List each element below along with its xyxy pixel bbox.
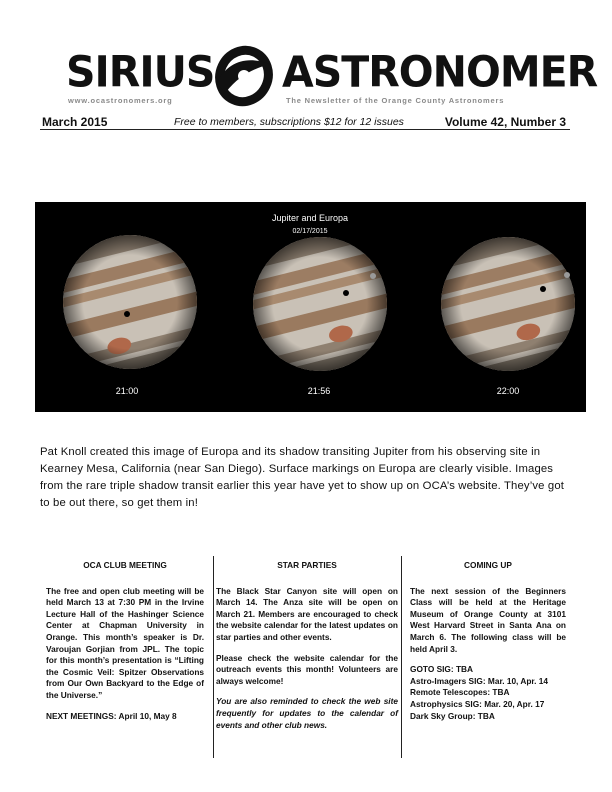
club-meeting-body: The free and open club meeting will be held March 13 at 7:30 PM in the Irvine Lecture Hall of the Hashinger Science Center at Chapman University in Orange. This month’s speaker is Dr. Varoujan Gorjian from JPL. The topic for this month’s presentation is “Lifting the Cosmic Veil: Spitzer Observations from Our Own Backyard to the Edge of the Universe.” [46,585,204,700]
photo-caption: Pat Knoll created this image of Europa and its shadow transiting Jupiter from his observing site in Kearney Mesa, California (near San Diego). Surface markings on Europa are clearly visible. Images from the rare triple shadow transit earlier this year have yet to show up on OCA’s website. They’ve got to be out there, so get them in! [40,446,565,509]
sig-item: Astrophysics SIG: Mar. 20, Apr. 17 [410,698,545,709]
masthead-website: www.ocastronomers.org [68,96,173,105]
issue-rule [40,129,570,130]
sig-item: Remote Telescopes: TBA [410,687,510,698]
issue-price: Free to members, subscriptions $12 for 12 issues [174,116,404,128]
column-divider [213,556,214,758]
jupiter-europa-photo [35,202,586,412]
coming-up-body: The next session of the Beginners Class will be held at the Heritage Museum of Orange County at 3101 West Harvard Street in Santa Ana on March 6. The following class will be held April 3. [410,585,566,654]
jupiter-planet-3 [418,218,586,395]
star-parties-body-3: You are also reminded to check the web site frequently for updates to the calendar of events and other club news. [216,696,398,730]
masthead-tagline: The Newsletter of the Orange County Astronomers [286,96,505,105]
star-parties-body-1: The Black Star Canyon site will open on March 14. The Anza site will be open on March 21. Members are encouraged to check the website calendar for the latest updates on star parties and other events. [216,585,398,642]
sig-item: Dark Sky Group: TBA [410,710,495,721]
photo-time-2: 21:56 [307,386,331,396]
star-parties-body-2: Please check the website calendar for the outreach events this month! Volunteers are always welcome! [216,652,398,686]
coming-up-heading: COMING UP [464,560,512,570]
issue-date: March 2015 [42,115,108,129]
column-divider [401,556,402,758]
masthead [64,40,598,110]
masthead-title-left: SIRIUS [66,46,215,98]
sig-item: Astro-Imagers SIG: Mar. 10, Apr. 14 [410,675,549,686]
column-star-parties [216,556,398,740]
photo-date: 02/17/2015 [292,228,328,235]
photo-time-1: 21:00 [115,386,139,396]
issue-volume: Volume 42, Number 3 [444,115,566,129]
jupiter-planet-2 [230,218,411,395]
column-coming-up [410,556,566,722]
oca-logo-icon [204,40,284,110]
sig-list [410,664,566,722]
issue-line [40,115,570,131]
jupiter-planet-1 [40,216,221,393]
club-next-meetings: NEXT MEETINGS: April 10, May 8 [46,710,177,721]
club-meeting-heading: OCA CLUB MEETING [83,560,167,570]
masthead-title-right: ASTRONOMER [282,46,598,98]
column-club-meeting [46,556,204,731]
photo-time-3: 22:00 [496,386,520,396]
star-parties-heading: STAR PARTIES [277,560,337,570]
sig-item: GOTO SIG: TBA [410,664,473,675]
photo-title: Jupiter and Europa [271,213,349,223]
